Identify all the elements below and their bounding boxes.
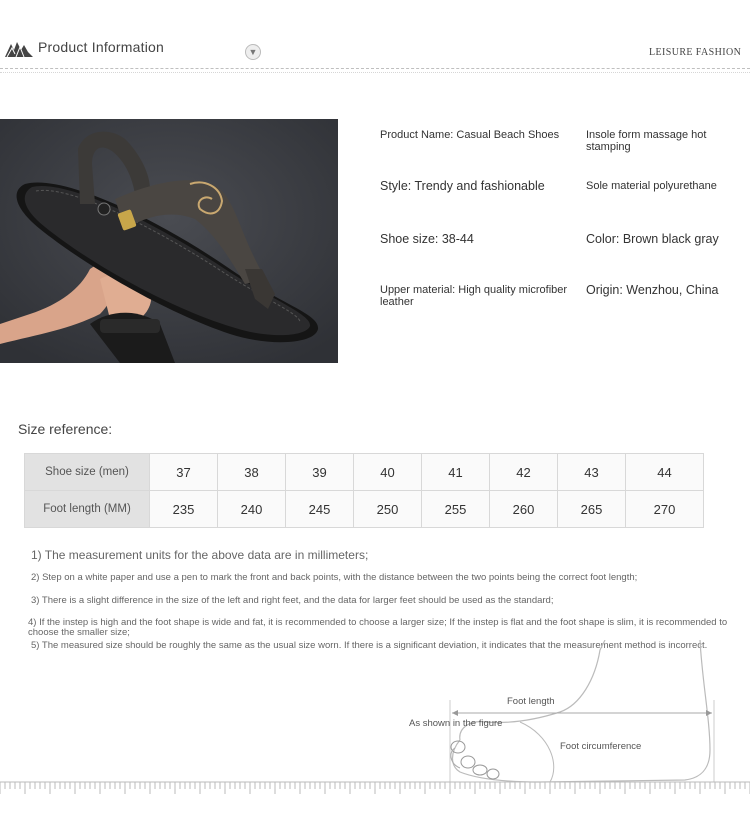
table-cell: 255 <box>422 491 490 528</box>
chevron-down-icon[interactable]: ▼ <box>245 44 261 60</box>
table-row <box>25 454 704 491</box>
note-1: 1) The measurement units for the above data are in millimeters; <box>31 548 369 562</box>
section-title: Product Information <box>38 39 164 55</box>
table-row <box>25 491 704 528</box>
sandal-illustration <box>0 119 338 363</box>
row-header: Shoe size (men) <box>25 454 150 491</box>
table-cell: 44 <box>626 454 704 491</box>
brand-logo-icon <box>4 38 34 58</box>
ruler-decoration <box>0 780 750 796</box>
size-table <box>24 453 704 528</box>
table-cell: 245 <box>286 491 354 528</box>
header-divider <box>0 68 750 69</box>
foot-circumference-label: Foot circumference <box>560 741 642 752</box>
upper-material-field: Upper material: High quality microfiber leather <box>380 284 568 308</box>
foot-measurement-diagram <box>400 640 720 785</box>
table-cell: 260 <box>490 491 558 528</box>
product-photo <box>0 119 338 363</box>
table-cell: 235 <box>150 491 218 528</box>
insole-field: Insole form massage hot stamping <box>586 129 707 153</box>
note-2: 2) Step on a white paper and use a pen to mark the front and back points, with the distance between the two points being the correct foot length; <box>31 572 638 583</box>
table-cell: 38 <box>218 454 286 491</box>
table-cell: 37 <box>150 454 218 491</box>
table-cell: 42 <box>490 454 558 491</box>
header-divider-dotted <box>0 72 750 73</box>
table-cell: 270 <box>626 491 704 528</box>
foot-length-label: Foot length <box>507 696 555 707</box>
color-field: Color: Brown black gray <box>586 232 719 246</box>
tagline: LEISURE FASHION <box>649 47 742 58</box>
style-field: Style: Trendy and fashionable <box>380 179 545 193</box>
table-cell: 240 <box>218 491 286 528</box>
section-header <box>0 30 750 70</box>
as-shown-label: As shown in the figure <box>409 718 503 729</box>
note-3: 3) There is a slight difference in the size of the left and right feet, and the data for larger feet should be used as the standard; <box>31 595 554 606</box>
origin-field: Origin: Wenzhou, China <box>586 283 719 297</box>
table-cell: 39 <box>286 454 354 491</box>
note-5: 5) The measured size should be roughly the same as the usual size worn. If there is a significant deviation, it indicates that the measurement method is incorrect. <box>31 640 708 651</box>
shoe-size-field: Shoe size: 38-44 <box>380 232 474 246</box>
table-cell: 41 <box>422 454 490 491</box>
size-reference-title: Size reference: <box>18 421 113 437</box>
row-header: Foot length (MM) <box>25 491 150 528</box>
sole-material-field: Sole material polyurethane <box>586 180 717 192</box>
note-4: 4) If the instep is high and the foot shape is wide and fat, it is recommended to choose a larger size; If the instep is flat and the foot shape is slim, it is recommended to choose the smaller size; <box>28 617 728 638</box>
table-cell: 250 <box>354 491 422 528</box>
table-cell: 43 <box>558 454 626 491</box>
product-name-field: Product Name: Casual Beach Shoes <box>380 129 560 141</box>
table-cell: 265 <box>558 491 626 528</box>
table-cell: 40 <box>354 454 422 491</box>
